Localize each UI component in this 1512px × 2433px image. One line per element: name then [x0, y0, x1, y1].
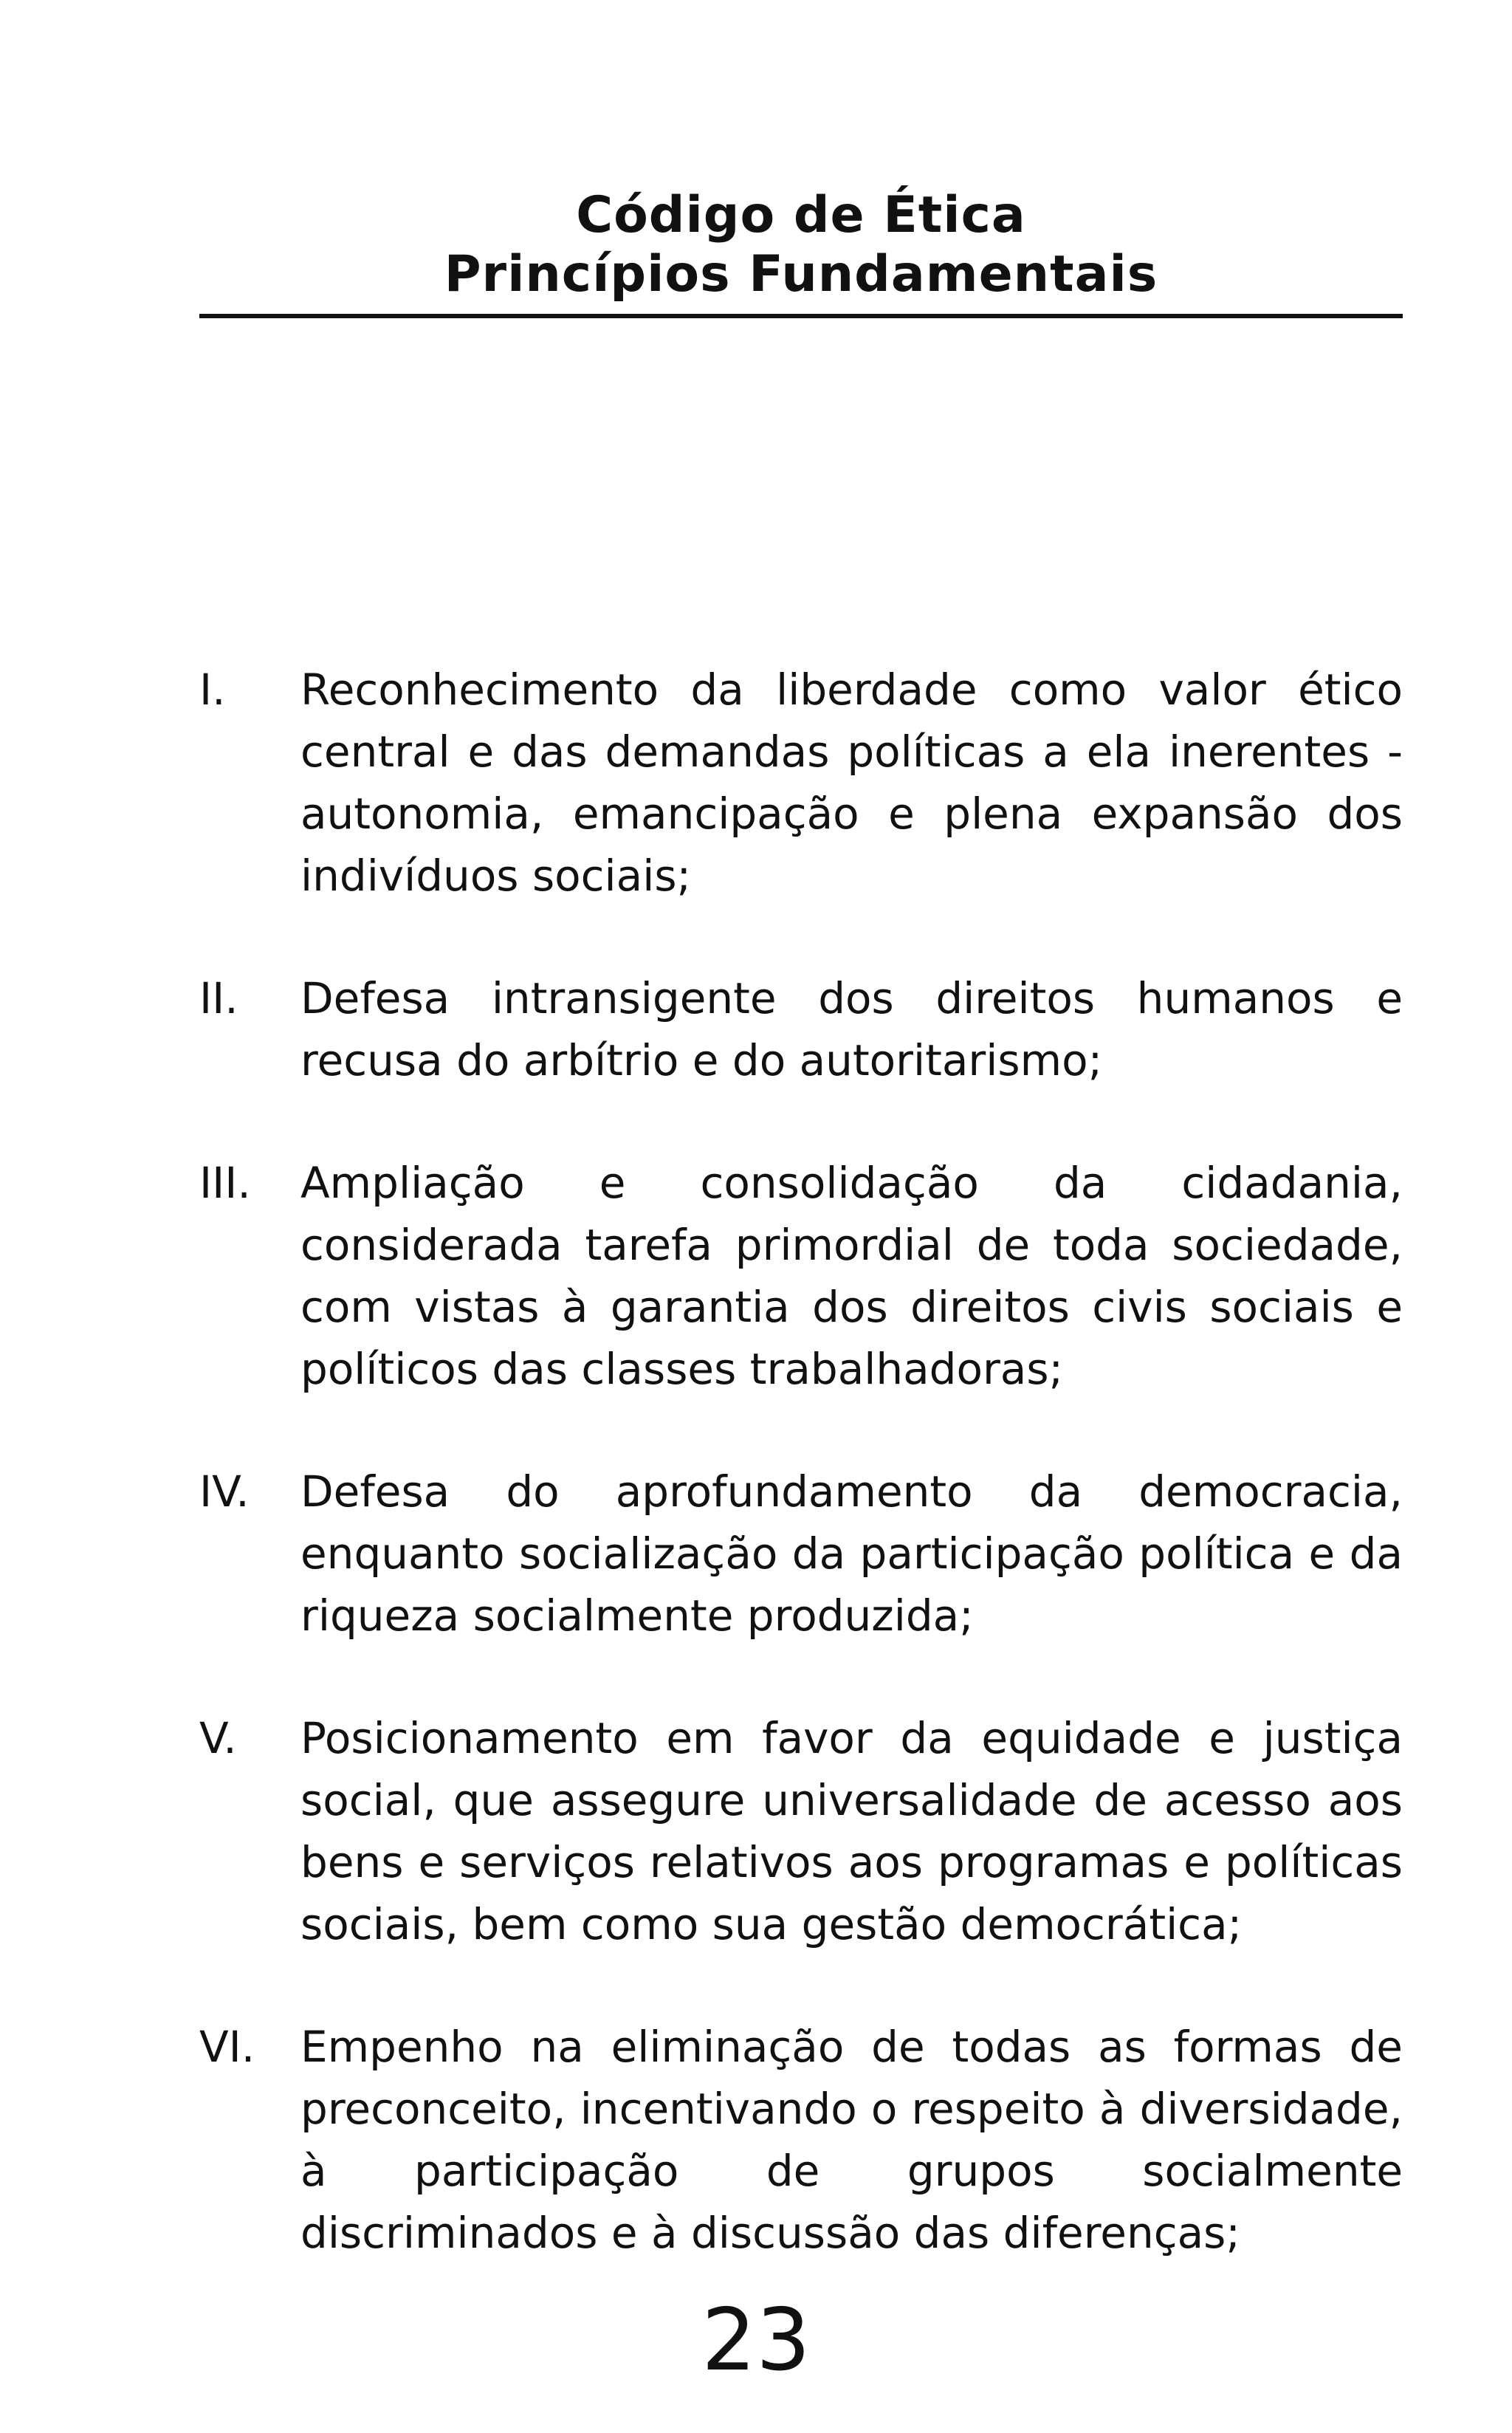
header-divider — [199, 314, 1403, 318]
principle-numeral: II. — [199, 973, 238, 1023]
principle-numeral: III. — [199, 1158, 251, 1208]
principles-list — [199, 659, 1403, 2324]
principle-text: Posicionamento em favor da equidade e justiça social, que assegure universalidade de acesso aos bens e serviços relativos aos programas e políticas sociais, bem como sua gestão democrática; — [300, 1713, 1403, 1949]
principle-item-5 — [199, 1707, 1403, 1955]
principle-text: Defesa intransigente dos direitos humanos e recusa do arbítrio e do autoritarismo; — [300, 973, 1403, 1085]
principle-numeral: I. — [199, 665, 226, 715]
principle-numeral: IV. — [199, 1466, 250, 1517]
page-header — [199, 186, 1403, 304]
principle-item-4 — [199, 1461, 1403, 1647]
principle-text: Ampliação e consolidação da cidadania, considerada tarefa primordial de toda sociedade, com vistas à garantia dos direitos civis sociais e políticos das classes trabalhadoras; — [300, 1158, 1403, 1394]
principle-item-2 — [199, 967, 1403, 1091]
principle-text: Defesa do aprofundamento da democracia, enquanto socialização da participação política e da riqueza socialmente produzida; — [300, 1466, 1403, 1641]
principle-item-6 — [199, 2016, 1403, 2264]
page-title: Código de Ética — [576, 186, 1026, 244]
principle-numeral: VI. — [199, 2022, 255, 2072]
page-subtitle: Princípios Fundamentais — [444, 245, 1158, 303]
page-number: 23 — [701, 2290, 811, 2390]
principle-text: Reconhecimento da liberdade como valor ético central e das demandas políticas a ela inerentes - autonomia, emancipação e plena expansão dos indivíduos sociais; — [300, 665, 1403, 901]
principle-item-1 — [199, 659, 1403, 907]
principle-item-3 — [199, 1152, 1403, 1400]
principle-text: Empenho na eliminação de todas as formas de preconceito, incentivando o respeito à diversidade, à participação de grupos socialmente discriminados e à discussão das diferenças; — [300, 2022, 1403, 2258]
principle-numeral: V. — [199, 1713, 237, 1763]
